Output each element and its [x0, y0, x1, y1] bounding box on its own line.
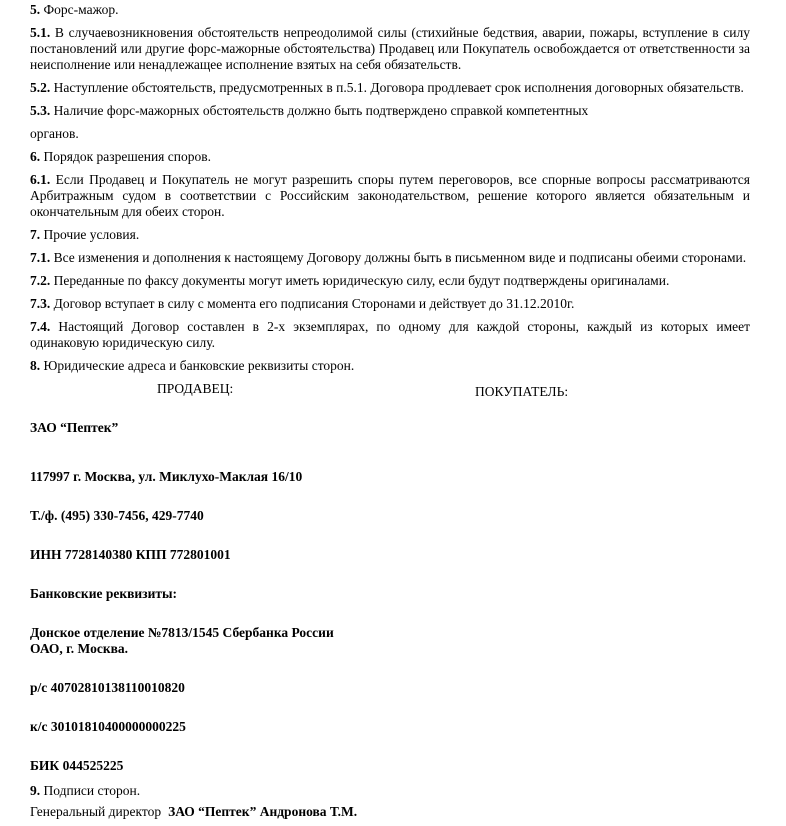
clause-text: В случаевозникновения обстоятельств непреодолимой силы (стихийные бедствия, аварии, пожары, вступление в силу постановлений или другие форс-мажорные обстоятельства) Продавец или Покупатель освобождается от ответственности за неисполнение или ненадлежащее исполнение взятых на себя обязательств. — [30, 25, 751, 72]
clause-7-heading — [30, 227, 750, 243]
bank-name-line-2: ОАО, г. Москва. — [30, 641, 129, 656]
clause-6-1 — [30, 172, 750, 220]
clause-text: Подписи сторон. — [43, 783, 141, 798]
clause-number: 5.2. — [30, 80, 51, 95]
clause-text: Все изменения и дополнения к настоящему Договору должны быть в письменном виде и подписаны обеими сторонами. — [53, 250, 747, 265]
clause-text: Юридические адреса и банковские реквизиты сторон. — [43, 358, 355, 373]
clause-number: 5.1. — [30, 25, 51, 40]
clause-5-1 — [30, 25, 750, 73]
clause-text: Форс-мажор. — [43, 2, 119, 17]
signatory-role: Генеральный директор — [30, 804, 162, 819]
clause-text: Если Продавец и Покупатель не могут разрешить споры путем переговоров, все спорные вопросы рассматриваются Арбитражным судом в соответствии с Российским законодательством, решение которого является обязательным и окончательным для обеих сторон. — [30, 172, 751, 219]
clause-5-3-continuation — [30, 126, 750, 142]
clause-text: органов. — [30, 126, 79, 141]
buyer-heading: ПОКУПАТЕЛЬ: — [475, 384, 569, 399]
clause-text: Договор вступает в силу с момента его подписания Сторонами и действует до 31.12.2010г. — [53, 296, 575, 311]
bank-name-block — [30, 625, 750, 657]
clause-text: Порядок разрешения споров. — [43, 149, 211, 164]
clause-5-heading — [30, 2, 750, 18]
clause-text: Настоящий Договор составлен в 2-х экземплярах, по одному для каждой стороны, каждый из которых имеет одинаковую юридическую силу. — [30, 319, 750, 350]
clause-number: 7.1. — [30, 250, 51, 265]
clause-number: 6.1. — [30, 172, 51, 187]
clause-9-heading — [30, 783, 750, 799]
clause-text: Переданные по факсу документы могут иметь юридическую силу, если будут подтверждены оригиналами. — [53, 273, 670, 288]
clause-number: 7.4. — [30, 319, 51, 334]
clause-number: 8. — [30, 358, 41, 373]
clause-5-3 — [30, 103, 750, 119]
seller-inn-kpp: ИНН 7728140380 КПП 772801001 — [30, 547, 231, 562]
signature-line — [30, 804, 750, 820]
party-headers-row — [30, 381, 750, 397]
clause-7-1 — [30, 250, 750, 266]
seller-heading: ПРОДАВЕЦ: — [157, 381, 234, 396]
clause-7-3 — [30, 296, 750, 312]
clause-number: 6. — [30, 149, 41, 164]
clause-text: Наличие форс-мажорных обстоятельств должно быть подтверждено справкой компетентных — [53, 103, 589, 118]
seller-company-name: ЗАО “Пептек” — [30, 420, 119, 435]
seller-address: 117997 г. Москва, ул. Миклухо-Маклая 16/10 — [30, 469, 303, 484]
clause-5-2 — [30, 80, 750, 96]
clause-number: 7.2. — [30, 273, 51, 288]
clause-number: 9. — [30, 783, 41, 798]
clause-number: 7. — [30, 227, 41, 242]
clause-8-heading — [30, 358, 750, 374]
seller-phone-fax: Т./ф. (495) 330-7456, 429-7740 — [30, 508, 204, 523]
clause-7-2 — [30, 273, 750, 289]
clause-number: 5.3. — [30, 103, 51, 118]
bank-details-heading: Банковские реквизиты: — [30, 586, 178, 601]
bank-name-line-1: Донское отделение №7813/1545 Сбербанка России — [30, 625, 334, 640]
settlement-account: р/с 40702810138110010820 — [30, 680, 185, 695]
correspondent-account: к/с 30101810400000000225 — [30, 719, 186, 734]
clause-text: Прочие условия. — [43, 227, 140, 242]
clause-7-4 — [30, 319, 750, 351]
bik-code: БИК 044525225 — [30, 758, 124, 773]
clause-6-heading — [30, 149, 750, 165]
clause-number: 5. — [30, 2, 41, 17]
clause-number: 7.3. — [30, 296, 51, 311]
signatory-name: ЗАО “Пептек” Андронова Т.М. — [168, 804, 358, 819]
clause-text: Наступление обстоятельств, предусмотренных в п.5.1. Договора продлевает срок исполнения договорных обязательств. — [53, 80, 744, 95]
